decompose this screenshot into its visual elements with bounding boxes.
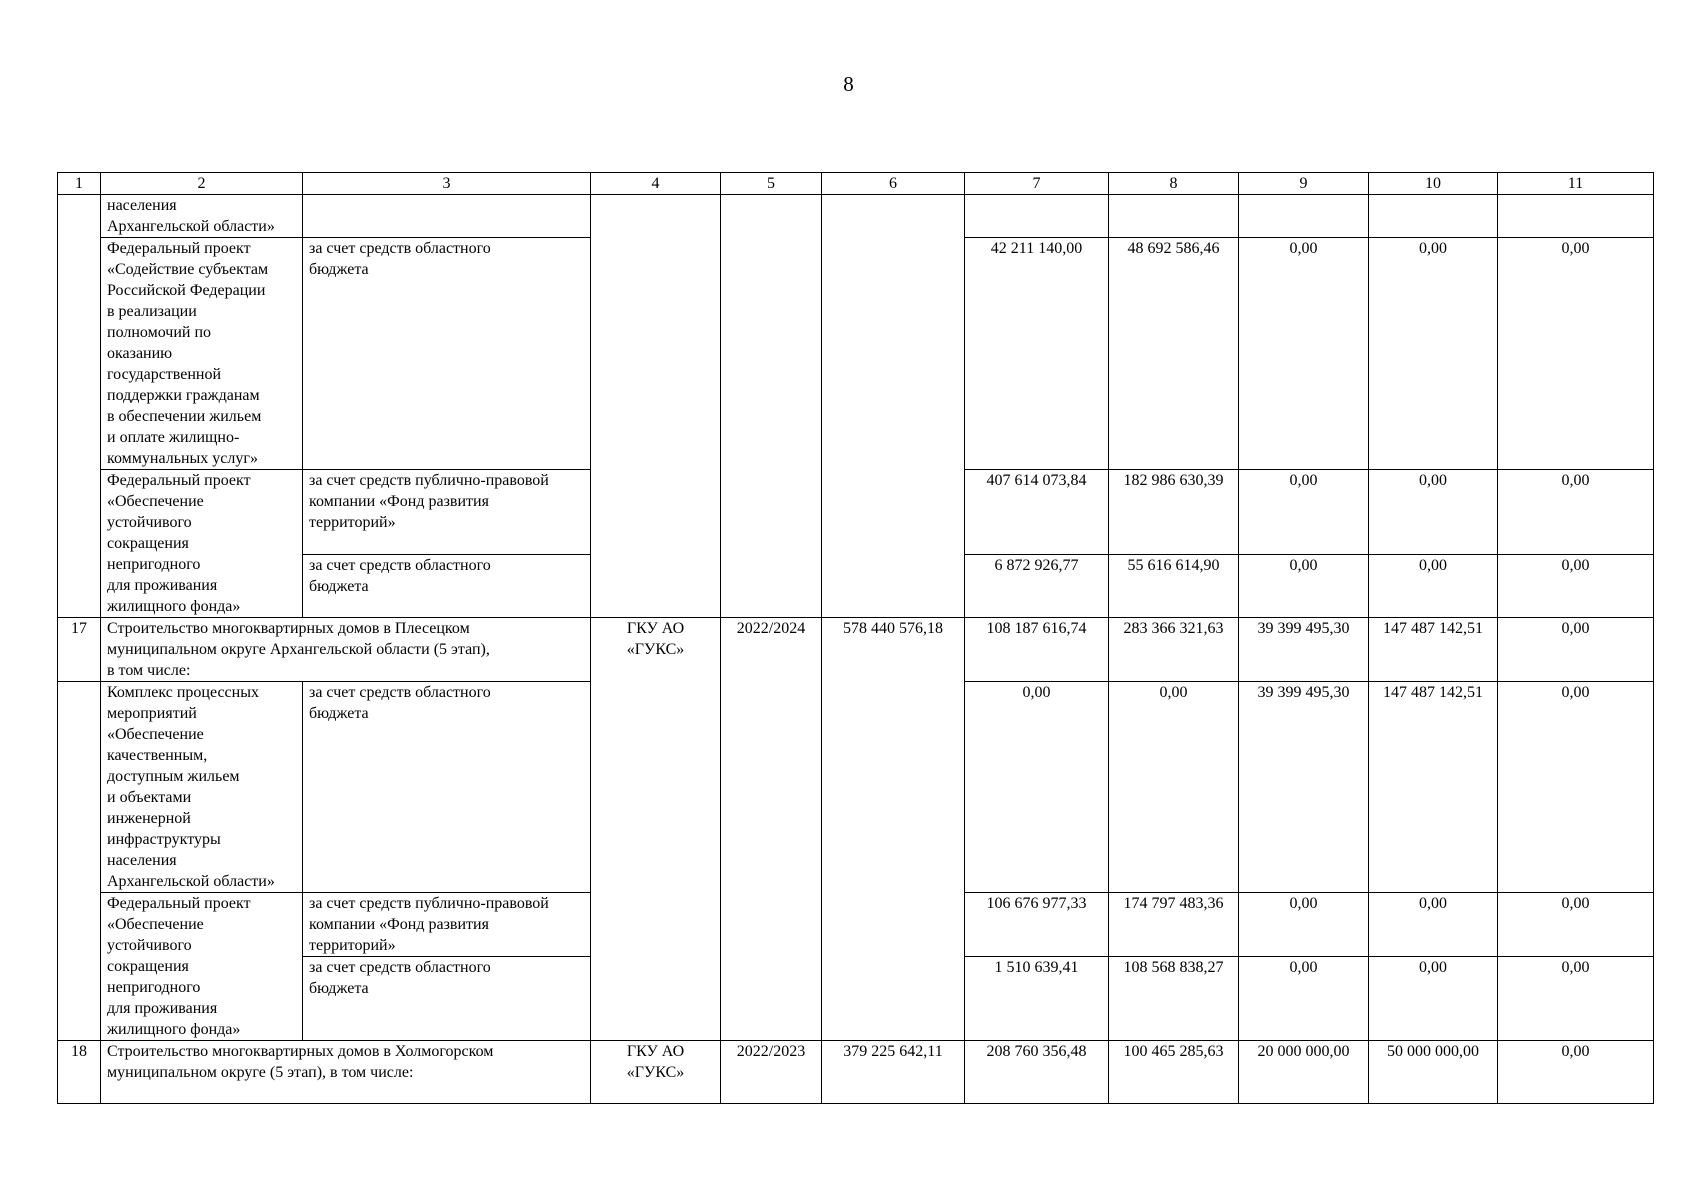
value-cell: 174 797 483,36 <box>1109 893 1239 957</box>
funding-source-cell: за счет средств областного бюджета <box>303 957 591 1041</box>
value-cell: 48 692 586,46 <box>1109 238 1239 470</box>
value-cell: 0,00 <box>1498 470 1654 555</box>
header-cell: 1 <box>58 173 101 195</box>
program-name-cell: населения Архангельской области» <box>101 195 303 238</box>
executor-cell: ГКУ АО «ГУКС» <box>591 1041 721 1104</box>
value-cell: 0,00 <box>1369 957 1498 1041</box>
object-title-cell: Строительство многоквартирных домов в Холмогорском муниципальном округе (5 этап), в том числе: <box>101 1041 591 1104</box>
header-cell: 9 <box>1239 173 1369 195</box>
value-cell: 0,00 <box>1239 893 1369 957</box>
total-cell: 379 225 642,11 <box>822 1041 965 1104</box>
funding-source-cell: за счет средств областного бюджета <box>303 238 591 470</box>
value-cell: 0,00 <box>1498 682 1654 893</box>
row-number-cell: 17 <box>58 618 101 682</box>
value-cell: 55 616 614,90 <box>1109 555 1239 618</box>
value-cell: 407 614 073,84 <box>965 470 1109 555</box>
value-cell <box>1109 195 1239 238</box>
value-cell: 0,00 <box>1369 470 1498 555</box>
value-cell: 0,00 <box>1498 238 1654 470</box>
row-number-cell: 18 <box>58 1041 101 1104</box>
value-cell: 0,00 <box>1498 618 1654 682</box>
budget-table <box>57 172 1654 1104</box>
value-cell: 182 986 630,39 <box>1109 470 1239 555</box>
period-cell: 2022/2023 <box>721 1041 822 1104</box>
value-cell: 42 211 140,00 <box>965 238 1109 470</box>
header-cell: 6 <box>822 173 965 195</box>
value-cell: 20 000 000,00 <box>1239 1041 1369 1104</box>
value-cell: 106 676 977,33 <box>965 893 1109 957</box>
executor-cell: ГКУ АО «ГУКС» <box>591 618 721 1041</box>
value-cell: 108 187 616,74 <box>965 618 1109 682</box>
value-cell: 39 399 495,30 <box>1239 682 1369 893</box>
value-cell: 0,00 <box>1498 957 1654 1041</box>
value-cell: 0,00 <box>1369 238 1498 470</box>
value-cell: 147 487 142,51 <box>1369 618 1498 682</box>
value-cell: 6 872 926,77 <box>965 555 1109 618</box>
value-cell: 0,00 <box>1498 1041 1654 1104</box>
value-cell: 0,00 <box>1369 893 1498 957</box>
value-cell: 100 465 285,63 <box>1109 1041 1239 1104</box>
row-number-cell <box>58 682 101 1041</box>
header-cell: 7 <box>965 173 1109 195</box>
object-title-cell: Строительство многоквартирных домов в Плесецком муниципальном округе Архангельской области (5 этап), в том числе: <box>101 618 591 682</box>
header-cell: 5 <box>721 173 822 195</box>
table-row <box>58 195 1654 238</box>
value-cell: 39 399 495,30 <box>1239 618 1369 682</box>
total-cell <box>822 195 965 618</box>
value-cell: 283 366 321,63 <box>1109 618 1239 682</box>
program-name-cell: Комплекс процессных мероприятий «Обеспечение качественным, доступным жильем и объектами инженерной инфраструктуры населения Архангельской области» <box>101 682 303 893</box>
value-cell: 0,00 <box>1369 555 1498 618</box>
header-cell: 11 <box>1498 173 1654 195</box>
funding-source-cell: за счет средств областного бюджета <box>303 555 591 618</box>
value-cell: 108 568 838,27 <box>1109 957 1239 1041</box>
header-cell: 2 <box>101 173 303 195</box>
program-name-cell: Федеральный проект «Обеспечение устойчивого сокращения непригодного для проживания жилищного фонда» <box>101 470 303 618</box>
total-cell: 578 440 576,18 <box>822 618 965 1041</box>
funding-source-cell: за счет средств публично-правовой компании «Фонд развития территорий» <box>303 470 591 555</box>
header-cell: 4 <box>591 173 721 195</box>
table-header-row <box>58 173 1654 195</box>
value-cell <box>1498 195 1654 238</box>
value-cell: 0,00 <box>1109 682 1239 893</box>
value-cell: 0,00 <box>1239 470 1369 555</box>
value-cell: 1 510 639,41 <box>965 957 1109 1041</box>
value-cell: 208 760 356,48 <box>965 1041 1109 1104</box>
value-cell: 0,00 <box>1239 238 1369 470</box>
period-cell <box>721 195 822 618</box>
page-number: 8 <box>843 72 854 96</box>
program-name-cell: Федеральный проект «Содействие субъектам Российской Федерации в реализации полномочий по оказанию государственной поддержки гражданам в обеспечении жильем и оплате жилищно- коммунальных услуг» <box>101 238 303 470</box>
value-cell: 0,00 <box>1498 555 1654 618</box>
header-cell: 8 <box>1109 173 1239 195</box>
value-cell <box>1239 195 1369 238</box>
value-cell <box>1369 195 1498 238</box>
header-cell: 10 <box>1369 173 1498 195</box>
table-row-17 <box>58 618 1654 682</box>
table-row-18 <box>58 1041 1654 1104</box>
funding-source-cell <box>303 195 591 238</box>
funding-source-cell: за счет средств публично-правовой компании «Фонд развития территорий» <box>303 893 591 957</box>
period-cell: 2022/2024 <box>721 618 822 1041</box>
funding-source-cell: за счет средств областного бюджета <box>303 682 591 893</box>
value-cell: 0,00 <box>965 682 1109 893</box>
value-cell: 147 487 142,51 <box>1369 682 1498 893</box>
executor-cell <box>591 195 721 618</box>
program-name-cell: Федеральный проект «Обеспечение устойчивого сокращения непригодного для проживания жилищного фонда» <box>101 893 303 1041</box>
value-cell: 0,00 <box>1239 957 1369 1041</box>
value-cell <box>965 195 1109 238</box>
value-cell: 0,00 <box>1239 555 1369 618</box>
row-number-cell <box>58 195 101 618</box>
value-cell: 50 000 000,00 <box>1369 1041 1498 1104</box>
header-cell: 3 <box>303 173 591 195</box>
value-cell: 0,00 <box>1498 893 1654 957</box>
